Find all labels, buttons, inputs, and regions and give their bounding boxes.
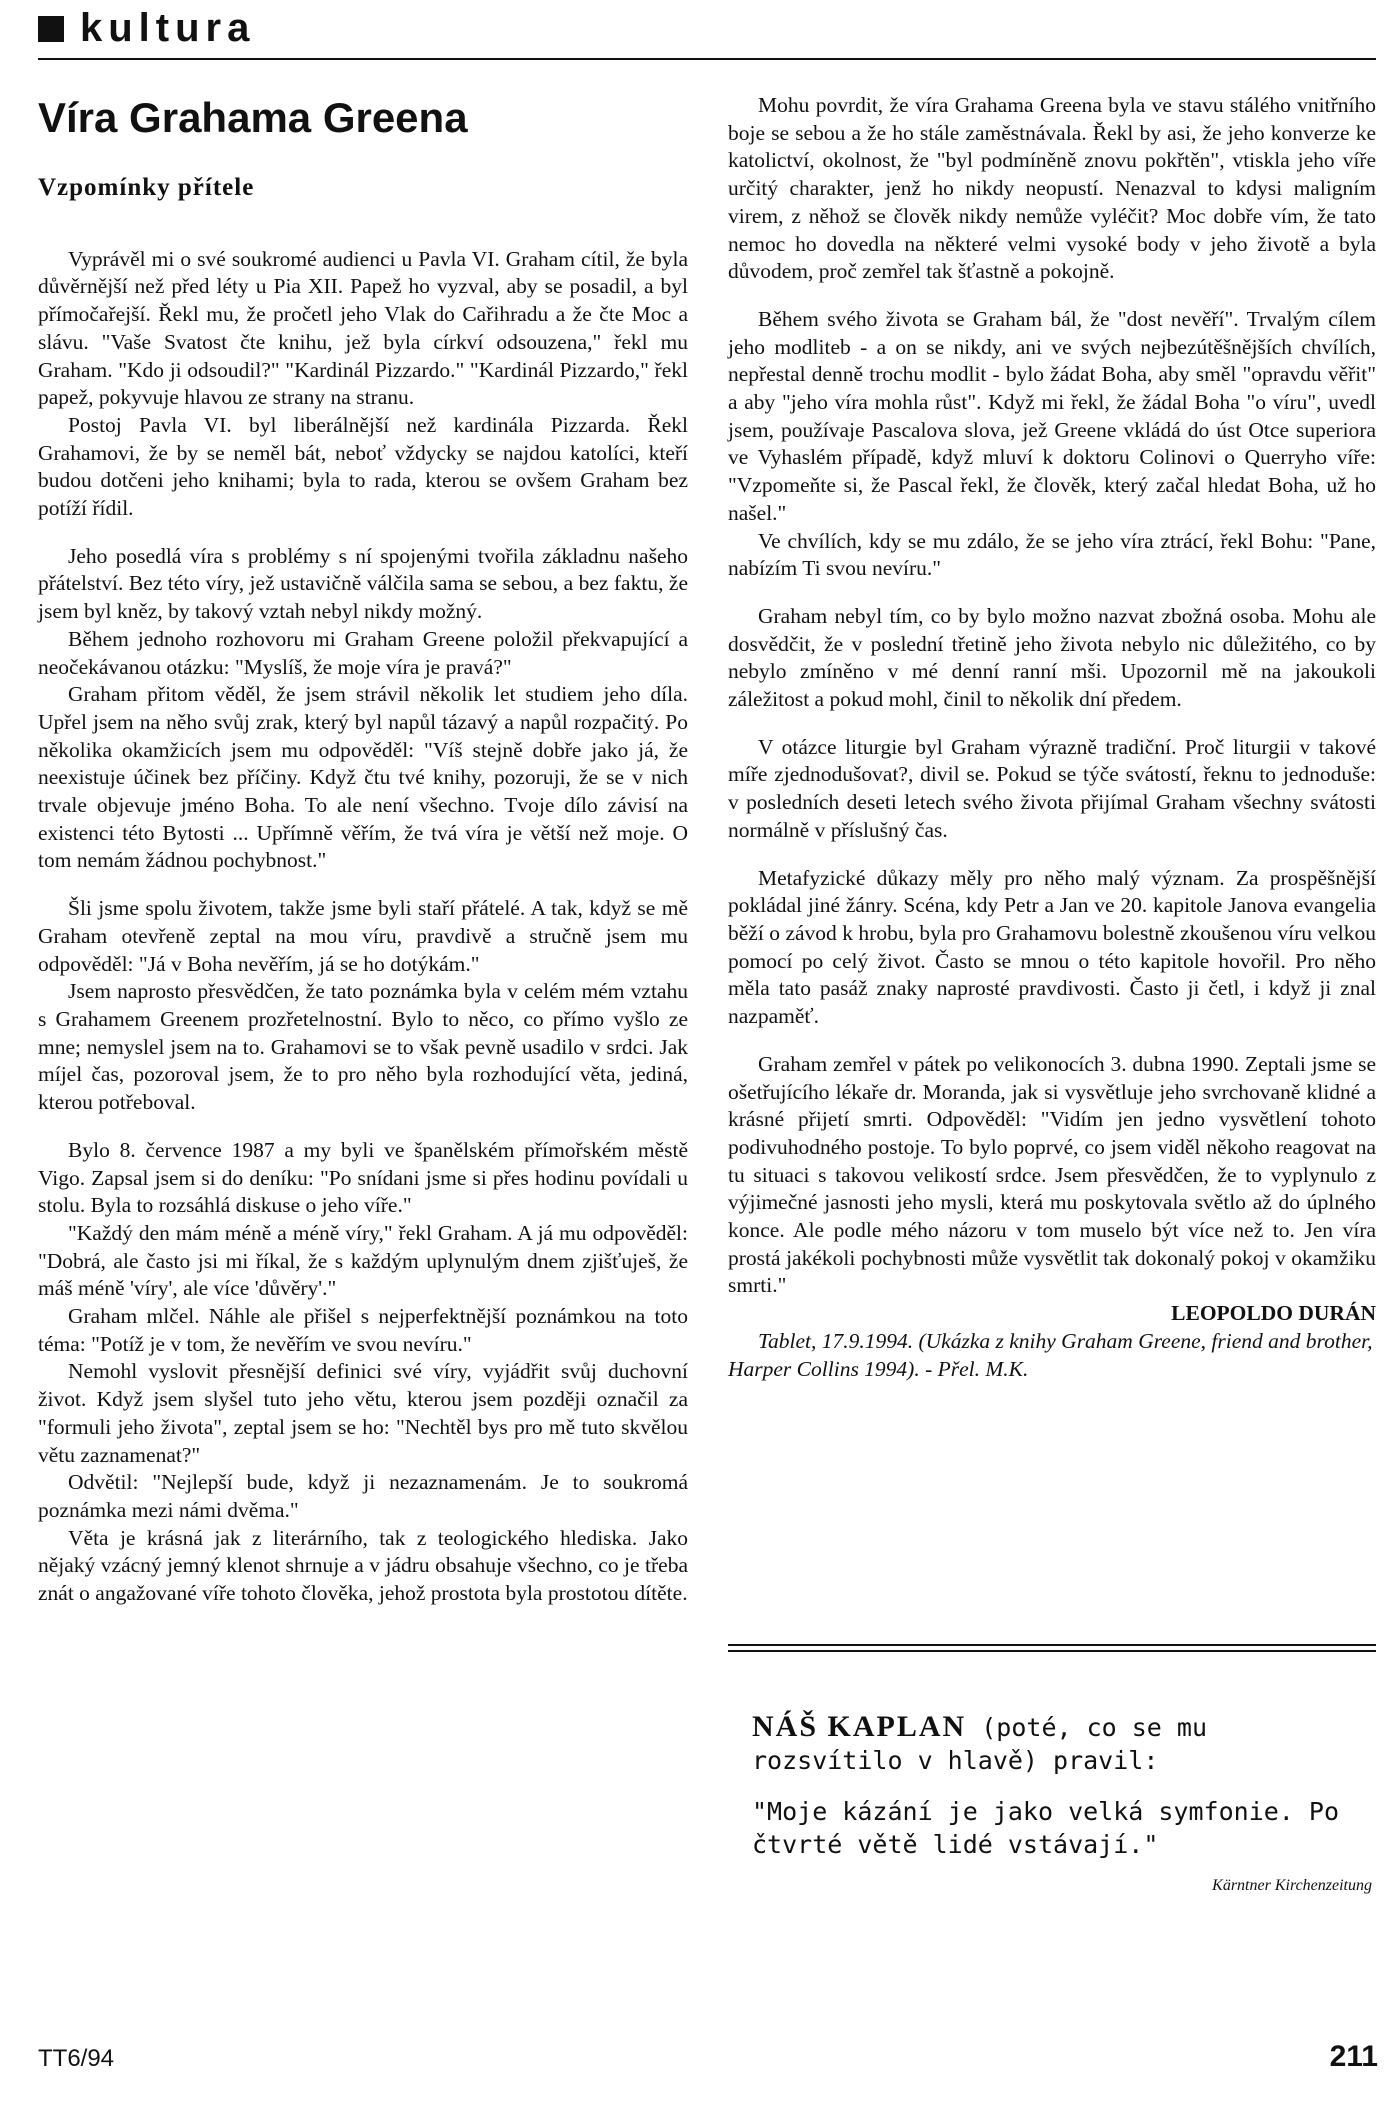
paragraph: Nemohl vyslovit přesnější definici své víry, vyjádřit svůj duchovní život. Když jsem slyšel tuto jeho větu, kterou jsem později označil za "formuli jeho života", zeptal jsem se ho: "Nechtěl bys pro mě tuto skvělou větu zaznamenat?" — [38, 1359, 688, 1467]
section-title: kultura — [80, 6, 256, 50]
box-lead-bold: NÁŠ KAPLAN — [752, 1710, 967, 1743]
section-header — [38, 6, 255, 51]
paragraph: Postoj Pavla VI. byl liberálnější než kardinála Pizzarda. Řekl Grahamovi, že by se neměl bát, neboť vždycky se najdou katolíci, kteří budou dotčeni jeho knihami; byla to rada, kterou se ovšem Graham bez potíží řídil. — [38, 412, 688, 521]
box-quote: "Moje kázání je jako velká symfonie. Po čtvrté větě lidé vstávají." — [752, 1797, 1339, 1859]
left-column — [38, 92, 688, 1608]
paragraph: Graham nebyl tím, co by bylo možno nazvat zbožná osoba. Mohu ale dosvědčit, že v poslední třetině jeho života nebylo nic důležitého, co by nebylo zmíněno v mé denní ranní mši. Upozornil mě na jakoukoli záležitost a pokud mohl, činil to několik dní předem. — [728, 603, 1376, 712]
divider-rule-upper — [728, 1644, 1376, 1646]
paragraph: Vyprávěl mi o své soukromé audienci u Pavla VI. Graham cítil, že byla důvěrnější než před léty u Pia XII. Papež ho vyzval, aby se posadil, a byl přímočařejší. Řekl mu, že pročetl jeho Vlak do Cařihradu a že čte Moc a slávu. "Vaše Svatost čte knihu, jež byla církví odsouzena," řekl mu Graham. "Kdo ji odsoudil?" "Kardinál Pizzardo." "Kardinál Pizzardo," řekl papež, pokyvuje hlavou ze strany na stranu. — [38, 246, 688, 410]
paragraph: Graham přitom věděl, že jsem strávil několik let studiem jeho díla. Upřel jsem na něho svůj zrak, který byl napůl tázavý a napůl rozpačitý. Po několika okamžicích jsem mu odpověděl: "Víš stejně dobře jako já, že neexistuje účinek bez příčiny. Když čtu tvé knihy, pozoruji, že se v nich trvale objevuje jméno Boha. To ale není všechno. Tvoje dílo závisí na existenci této Bytosti ... Upřímně věřím, že tvá víra je větší než moje. O tom nemám žádnou pochybnost." — [38, 682, 688, 873]
article-source: Tablet, 17.9.1994. (Ukázka z knihy Graham Greene, friend and brother, Harper Collins 1994). - Přel. M.K. — [728, 1328, 1373, 1381]
right-column — [728, 92, 1376, 1383]
paragraph: Mohu povrdit, že víra Grahama Greena byla ve stavu stálého vnitřního boje se sebou a že ho stále zaměstnávala. Řekl by asi, že jeho konverze ke katolictví, okolnost, že "byl podmíněně znovu pokřtěn", vtiskla jeho víře určitý charakter, jenž ho nikdy neopustí. Nenazval to kdysi maligním virem, z něhož se člověk nikdy nemůže vyléčit? Moc dobře vím, že tato nemoc ho dovedla na některé velmi vysoké body v jeho životě a byla důvodem, proč zemřel tak šťastně a pokojně. — [728, 93, 1376, 284]
paragraph: V otázce liturgie byl Graham výrazně tradiční. Proč liturgii v takové míře zjednodušovat?, divil se. Pokud se týče svátostí, řeknu to jednoduše: v posledních deseti letech svého života přijímal Graham všechny svátosti normálně v příslušný čas. — [728, 734, 1376, 842]
paragraph: Metafyzické důkazy měly pro něho malý význam. Za prospěšnější pokládal jiné žánry. Scéna, kdy Petr a Jan ve 20. kapitole Janova evangelia běží o závod k hrobu, byla pro Grahamovu bolestně zkoušenou víru velkou pomocí po celý život. Často se mnou o této kapitole hovořil. Pro něho měla tato pasáž znaky naprosté pravdivosti. Často ji četl, i když ji znal nazpaměť. — [728, 865, 1376, 1029]
paragraph: Během jednoho rozhovoru mi Graham Greene položil překvapující a neočekávanou otázku: "Myslíš, že moje víra je pravá?" — [38, 626, 688, 679]
page-number: 211 — [1329, 2040, 1378, 2073]
paragraph: Ve chvílích, kdy se mu zdálo, že se jeho víra ztrácí, řekl Bohu: "Pane, nabízím Ti svou nevíru." — [728, 528, 1376, 581]
paragraph: Graham mlčel. Náhle ale přišel s nejperfektnější poznámkou na toto téma: "Potíž je v tom, že nevěřím ve svou nevíru." — [38, 1304, 688, 1356]
box-lead — [752, 1710, 1372, 1777]
article-author: LEOPOLDO DURÁN — [1171, 1301, 1376, 1326]
paragraph: Jeho posedlá víra s problémy s ní spojenými tvořila základnu našeho přátelství. Bez této víry, jež ustavičně válčila sama se sebou, a bez faktu, že jsem byl kněz, by takový vztah nebyl nikdy možný. — [38, 543, 688, 624]
paragraph: Věta je krásná jak z literárního, tak z teologického hlediska. Jako nějaký vzácný jemný klenot shrnuje a v jádru obsahuje všechno, co je třeba znát o angažované víře tohoto člověka, jehož prostota byla prostotou dítěte. — [38, 1525, 688, 1606]
paragraph: Šli jsme spolu životem, takže jsme byli staří přátelé. A tak, když se mě Graham otevřeně zeptal na mou víru, pravdivě a stručně jsem mu odpověděl: "Já v Boha nevěřím, já se ho dotýkám." — [38, 896, 688, 976]
issue-label: TT6/94 — [38, 2045, 115, 2072]
article-subtitle: Vzpomínky přítele — [38, 174, 255, 201]
paragraph: Odvětil: "Nejlepší bude, když ji nezaznamenám. Je to soukromá poznámka mezi námi dvěma." — [38, 1470, 688, 1522]
humor-box — [752, 1710, 1372, 1902]
paragraph: "Každý den mám méně a méně víry," řekl Graham. A já mu odpověděl: "Dobrá, ale často jsi mi říkal, že s každým uplynulým dnem zjišťuješ, že máš méně 'víry', ale více 'důvěry'." — [38, 1220, 688, 1301]
paragraph: Graham zemřel v pátek po velikonocích 3. dubna 1990. Zeptali jsme se ošetřujícího lékaře dr. Moranda, jak si vysvětluje jeho svrchovaně klidné a krásné přijetí smrti. Odpověděl: "Vidím jen jedno vysvětlení tohoto podivuhodného postoje. To bylo poprvé, co jsem viděl někoho reagovat na tu situaci s takovou velikostí srdce. Jsem přesvědčen, že to vyplynulo z výjimečné jasnosti jeho mysli, která mu poskytovala světlo až do úplného konce. Ale podle mého názoru v tom muselo být více než to. Jen víra prostá jakékoli pochybnosti může vysvětlit tak dokonalý pokoj v okamžiku smrti." — [728, 1051, 1376, 1298]
header-rule — [38, 58, 1376, 60]
article-title: Víra Grahama Greena — [38, 94, 468, 141]
section-square-icon — [38, 16, 64, 42]
box-lead-rest: (poté, co se mu rozsvítilo v hlavě) pravil: — [752, 1713, 1208, 1775]
paragraph: Jsem naprosto přesvědčen, že tato poznámka byla v celém mém vztahu s Grahamem Greenem prozřetelnostní. Bylo to něco, co přímo vyšlo ze mne; nemyslel jsem na to. Grahamovi se to však pevně usadilo v srdci. Jak míjel čas, pozoroval jsem, že to pro něho byla rozhodující věta, jediná, kterou potřeboval. — [38, 979, 688, 1115]
box-attribution: Kärntner Kirchenzeitung — [1212, 1877, 1372, 1894]
divider-rule-lower — [728, 1650, 1376, 1652]
paragraph: Bylo 8. července 1987 a my byli ve španělském přímořském městě Vigo. Zapsal jsem si do deníku: "Po snídani jsme si přes hodinu povídali u stolu. Byla to rozsáhlá diskuse o jeho víře." — [38, 1137, 688, 1218]
paragraph: Během svého života se Graham bál, že "dost nevěří". Trvalým cílem jeho modliteb - a on se nikdy, ani ve svých nejbezútěšnějších chvílích, nepřestal denně trochu modlit - bylo žádat Boha, aby směl "opravdu věřit" a aby "jeho víra mohla růst". Když mi řekl, že žádal Boha "o víru", uvedl jsem, používaje Pascalova slova, jež Greene vkládá do úst Otce superiora ve Vyhaslém případě, když mluví k doktoru Colinovi o Querryho víře: "Vzpomeňte si, že Pascal řekl, že člověk, který začal hledat Boha, už ho našel." — [728, 306, 1376, 525]
